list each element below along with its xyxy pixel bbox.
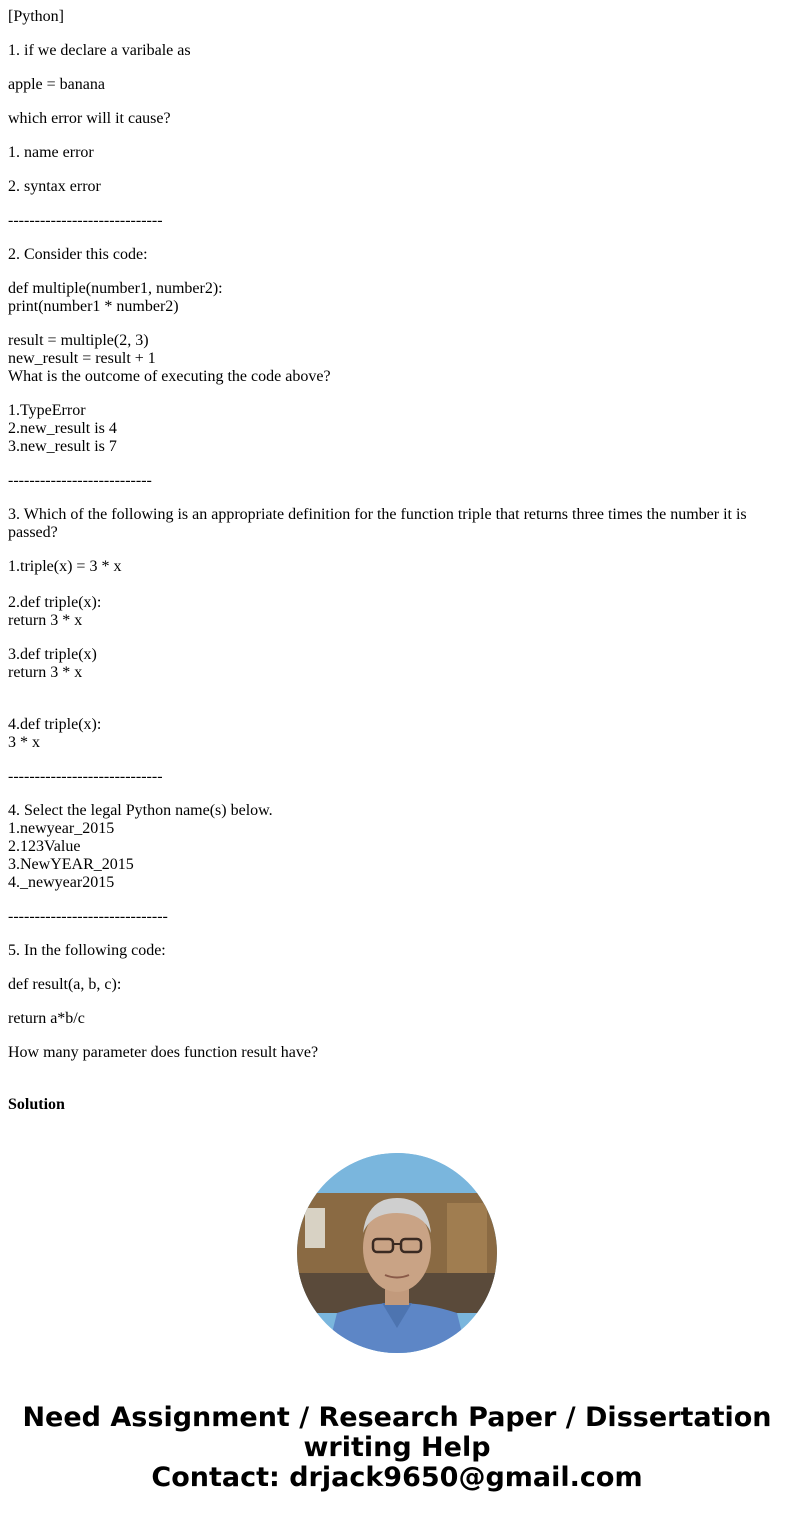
q2-prompt: What is the outcome of executing the code above?: [8, 368, 331, 385]
q4-block: [8, 802, 778, 892]
q2-question: 2. Consider this code:: [8, 246, 148, 263]
q2-code-line: new_result = result + 1: [8, 350, 156, 367]
q3-option-2-line: 2.def triple(x):: [8, 594, 102, 611]
q5-question: 5. In the following code:: [8, 942, 166, 959]
q3-option-3: [8, 646, 778, 682]
q3-separator: -----------------------------: [8, 768, 163, 785]
q2-code-line: result = multiple(2, 3): [8, 332, 149, 349]
q4-option-3: 3.NewYEAR_2015: [8, 856, 134, 873]
q5-code-def: def result(a, b, c):: [8, 976, 122, 993]
promo-line-1: Need Assignment / Research Paper / Dissertation: [22, 1402, 772, 1433]
solution-heading: Solution: [8, 1096, 65, 1113]
q2-options: [8, 402, 778, 456]
q3-option-4-line: 3 * x: [8, 734, 40, 751]
q4-separator: ------------------------------: [8, 908, 168, 925]
q2-code-call: [8, 332, 778, 386]
q2-code-line: print(number1 * number2): [8, 298, 179, 315]
author-portrait-icon: [297, 1153, 497, 1353]
q1-prompt: which error will it cause?: [8, 110, 171, 127]
q1-separator: -----------------------------: [8, 212, 163, 229]
q3-option-3-line: 3.def triple(x): [8, 646, 97, 663]
q4-question: 4. Select the legal Python name(s) below.: [8, 802, 273, 819]
document-header: [Python]: [8, 8, 64, 25]
q4-option-4: 4._newyear2015: [8, 874, 115, 891]
q1-question: 1. if we declare a varibale as: [8, 42, 191, 59]
document-body: [8, 8, 778, 1122]
q3-option-2-line: return 3 * x: [8, 612, 83, 629]
q4-option-2: 2.123Value: [8, 838, 81, 855]
q3-option-3-line: return 3 * x: [8, 664, 83, 681]
promo-contact: Contact: drjack9650@gmail.com: [151, 1462, 643, 1493]
author-avatar: [297, 1153, 497, 1353]
q5-prompt: How many parameter does function result have?: [8, 1044, 319, 1061]
q2-code-def: [8, 280, 778, 316]
q4-option-1: 1.newyear_2015: [8, 820, 115, 837]
q2-option-2: 2.new_result is 4: [8, 420, 117, 437]
q3-question: 3. Which of the following is an appropriate definition for the function triple that returns three times the number it is passed?: [8, 506, 747, 541]
q3-option-1: 1.triple(x) = 3 * x: [8, 558, 122, 575]
q1-code: apple = banana: [8, 76, 105, 93]
q3-option-4: [8, 716, 778, 752]
q2-option-1: 1.TypeError: [8, 402, 86, 419]
q2-separator: ---------------------------: [8, 472, 152, 489]
promo-banner: [0, 1403, 794, 1493]
q5-code-return: return a*b/c: [8, 1010, 85, 1027]
q3-option-4-line: 4.def triple(x):: [8, 716, 102, 733]
q2-option-3: 3.new_result is 7: [8, 438, 117, 455]
q2-code-line: def multiple(number1, number2):: [8, 280, 223, 297]
q3-option-2: [8, 594, 778, 630]
q1-option-1: 1. name error: [8, 144, 94, 161]
promo-line-2: writing Help: [303, 1432, 491, 1463]
q1-option-2: 2. syntax error: [8, 178, 101, 195]
